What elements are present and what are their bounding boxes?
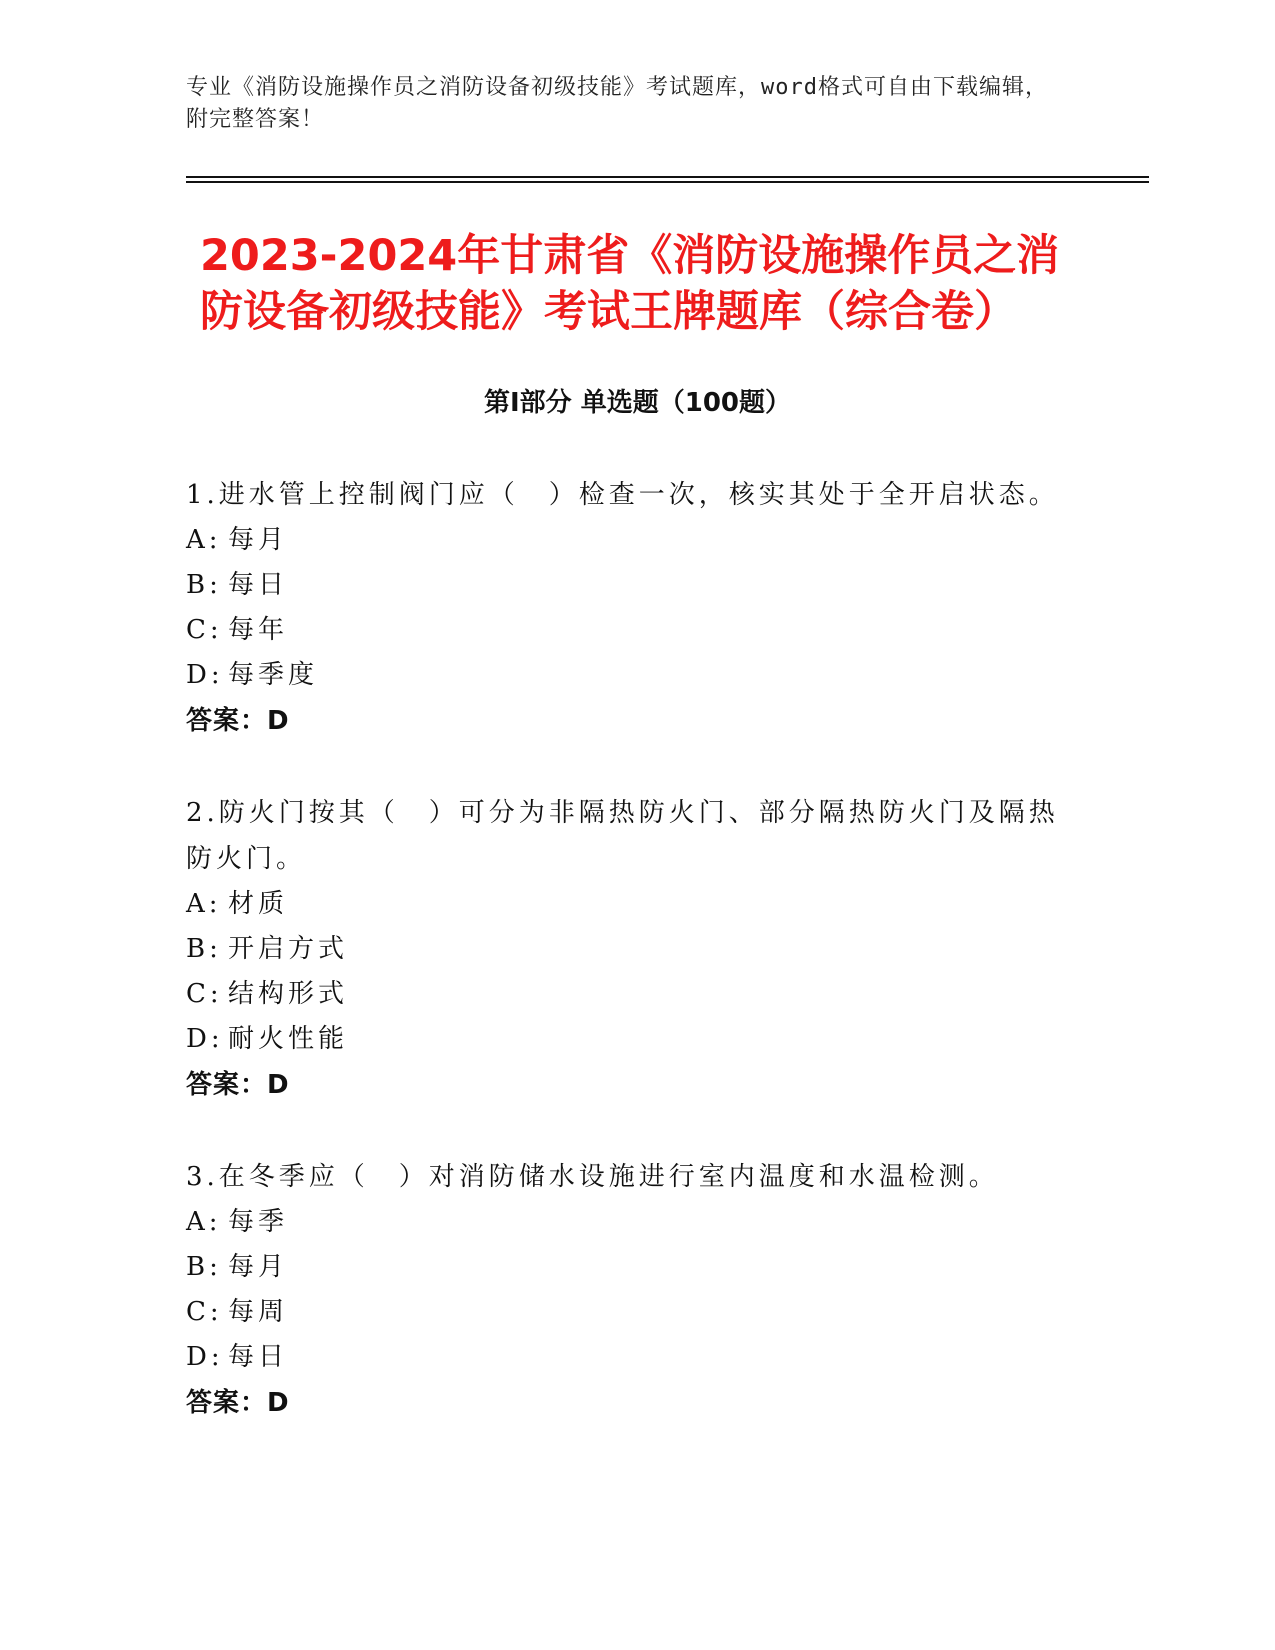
- option-letter: B:: [186, 1252, 222, 1282]
- option-b: [186, 563, 1066, 608]
- option-letter: A:: [186, 1207, 222, 1237]
- option-letter: C:: [186, 979, 223, 1009]
- header-note: 专业《消防设施操作员之消防设备初级技能》考试题库，word格式可自由下载编辑，附完整答案！: [186, 75, 1048, 132]
- option-text: 每日: [228, 1342, 289, 1372]
- section-title: 第Ⅰ部分 单选题（100题）: [484, 388, 791, 418]
- option-text: 结构形式: [228, 979, 349, 1009]
- option-b: [186, 1245, 1066, 1290]
- option-text: 耐火性能: [228, 1024, 349, 1054]
- option-d: [186, 1335, 1066, 1380]
- option-letter: D:: [186, 1024, 224, 1054]
- answer: 答案：D: [186, 1388, 290, 1418]
- header-divider-top: [186, 176, 1149, 178]
- option-text: 每月: [228, 525, 289, 555]
- header-divider-bottom: [186, 181, 1149, 183]
- option-letter: A:: [186, 889, 222, 919]
- page-title: 2023-2024年甘肃省《消防设施操作员之消防设备初级技能》考试王牌题库（综合卷）: [200, 231, 1060, 337]
- question-3: [186, 1154, 1066, 1426]
- option-b: [186, 927, 1066, 972]
- option-letter: A:: [186, 525, 222, 555]
- option-a: [186, 518, 1066, 563]
- option-d: [186, 1017, 1066, 1062]
- option-d: [186, 653, 1066, 698]
- option-a: [186, 1200, 1066, 1245]
- option-letter: D:: [186, 1342, 224, 1372]
- question-stem: 2.防火门按其（ ）可分为非隔热防火门、部分隔热防火门及隔热防火门。: [186, 798, 1059, 874]
- option-c: [186, 608, 1066, 653]
- option-letter: D:: [186, 660, 224, 690]
- option-text: 材质: [228, 889, 289, 919]
- option-c: [186, 972, 1066, 1017]
- question-1: [186, 472, 1066, 744]
- question-stem: 3.在冬季应（ ）对消防储水设施进行室内温度和水温检测。: [186, 1162, 999, 1192]
- option-text: 每季度: [228, 660, 319, 690]
- option-letter: C:: [186, 1297, 223, 1327]
- option-c: [186, 1290, 1066, 1335]
- option-letter: B:: [186, 934, 222, 964]
- option-text: 每季: [228, 1207, 289, 1237]
- option-text: 每月: [228, 1252, 289, 1282]
- option-letter: B:: [186, 570, 222, 600]
- question-stem: 1.进水管上控制阀门应（ ）检查一次，核实其处于全开启状态。: [186, 480, 1059, 510]
- option-text: 每周: [228, 1297, 289, 1327]
- option-letter: C:: [186, 615, 223, 645]
- option-text: 开启方式: [228, 934, 349, 964]
- question-2: [186, 790, 1066, 1108]
- answer: 答案：D: [186, 706, 290, 736]
- option-a: [186, 882, 1066, 927]
- option-text: 每年: [228, 615, 289, 645]
- answer: 答案：D: [186, 1070, 290, 1100]
- option-text: 每日: [228, 570, 289, 600]
